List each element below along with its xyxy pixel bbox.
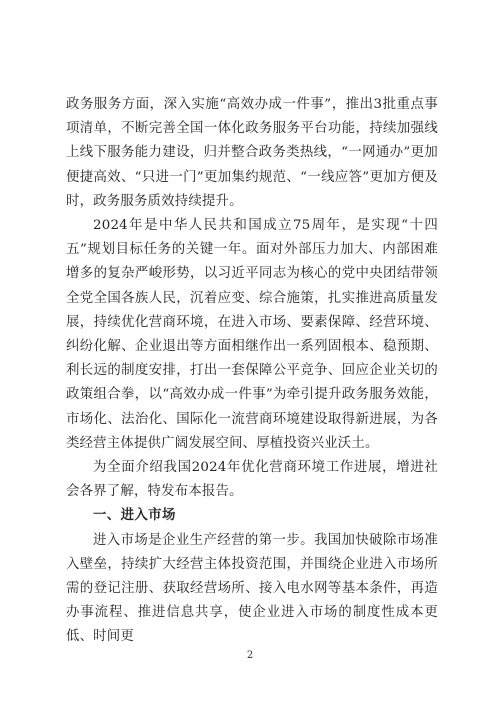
paragraph-market-entry: 进入市场是企业生产经营的第一步。我国加快破除市场准入壁垒，持续扩大经营主体投资范围，并围绕企业进入市场所需的登记注册、获取经营场所、接入电水网等基本条件，再造办事流程、推进信息共享，使企业进入市场的制度性成本更低、时间更 xyxy=(66,532,438,645)
document-body xyxy=(66,93,438,650)
section-heading-market-entry: 一、进入市场 xyxy=(93,508,176,524)
paragraph-report-purpose: 为全面介绍我国2024年优化营商环境工作进展，增进社会各界了解，特发布本报告。 xyxy=(66,460,438,500)
paragraph-2024-overview: 2024年是中华人民共和国成立75周年，是实现“十四五”规划目标任务的关键一年。面对外部压力加大、内部困难增多的复杂严峻形势，以习近平同志为核心的党中央团结带领全党全国各族人民，沉着应变、综合施策，扎实推进高质量发展，持续优化营商环境，在进入市场、要素保障、经营环境、纠纷化解、企业退出等方面相继作出一系列固根本、稳预期、利长远的制度安排，打出一套保障公平竞争、回应企业关切的政策组合拳，以“高效办成一件事”为牵引提升政务服务效能，市场化、法治化、国际化一流营商环境建设取得新进展，为各类经营主体提供广阔发展空间、厚植投资兴业沃土。 xyxy=(66,218,438,451)
page-number: 2 xyxy=(246,650,254,661)
paragraph-government-services: 政务服务方面，深入实施“高效办成一件事”，推出3批重点事项清单，不断完善全国一体化政务服务平台功能，持续加强线上线下服务能力建设，归并整合政务类热线，“一网通办”更加便捷高效、“只进一门”更加集约规范、“一线应答”更加方便及时，政务服务质效持续提升。 xyxy=(66,97,438,209)
